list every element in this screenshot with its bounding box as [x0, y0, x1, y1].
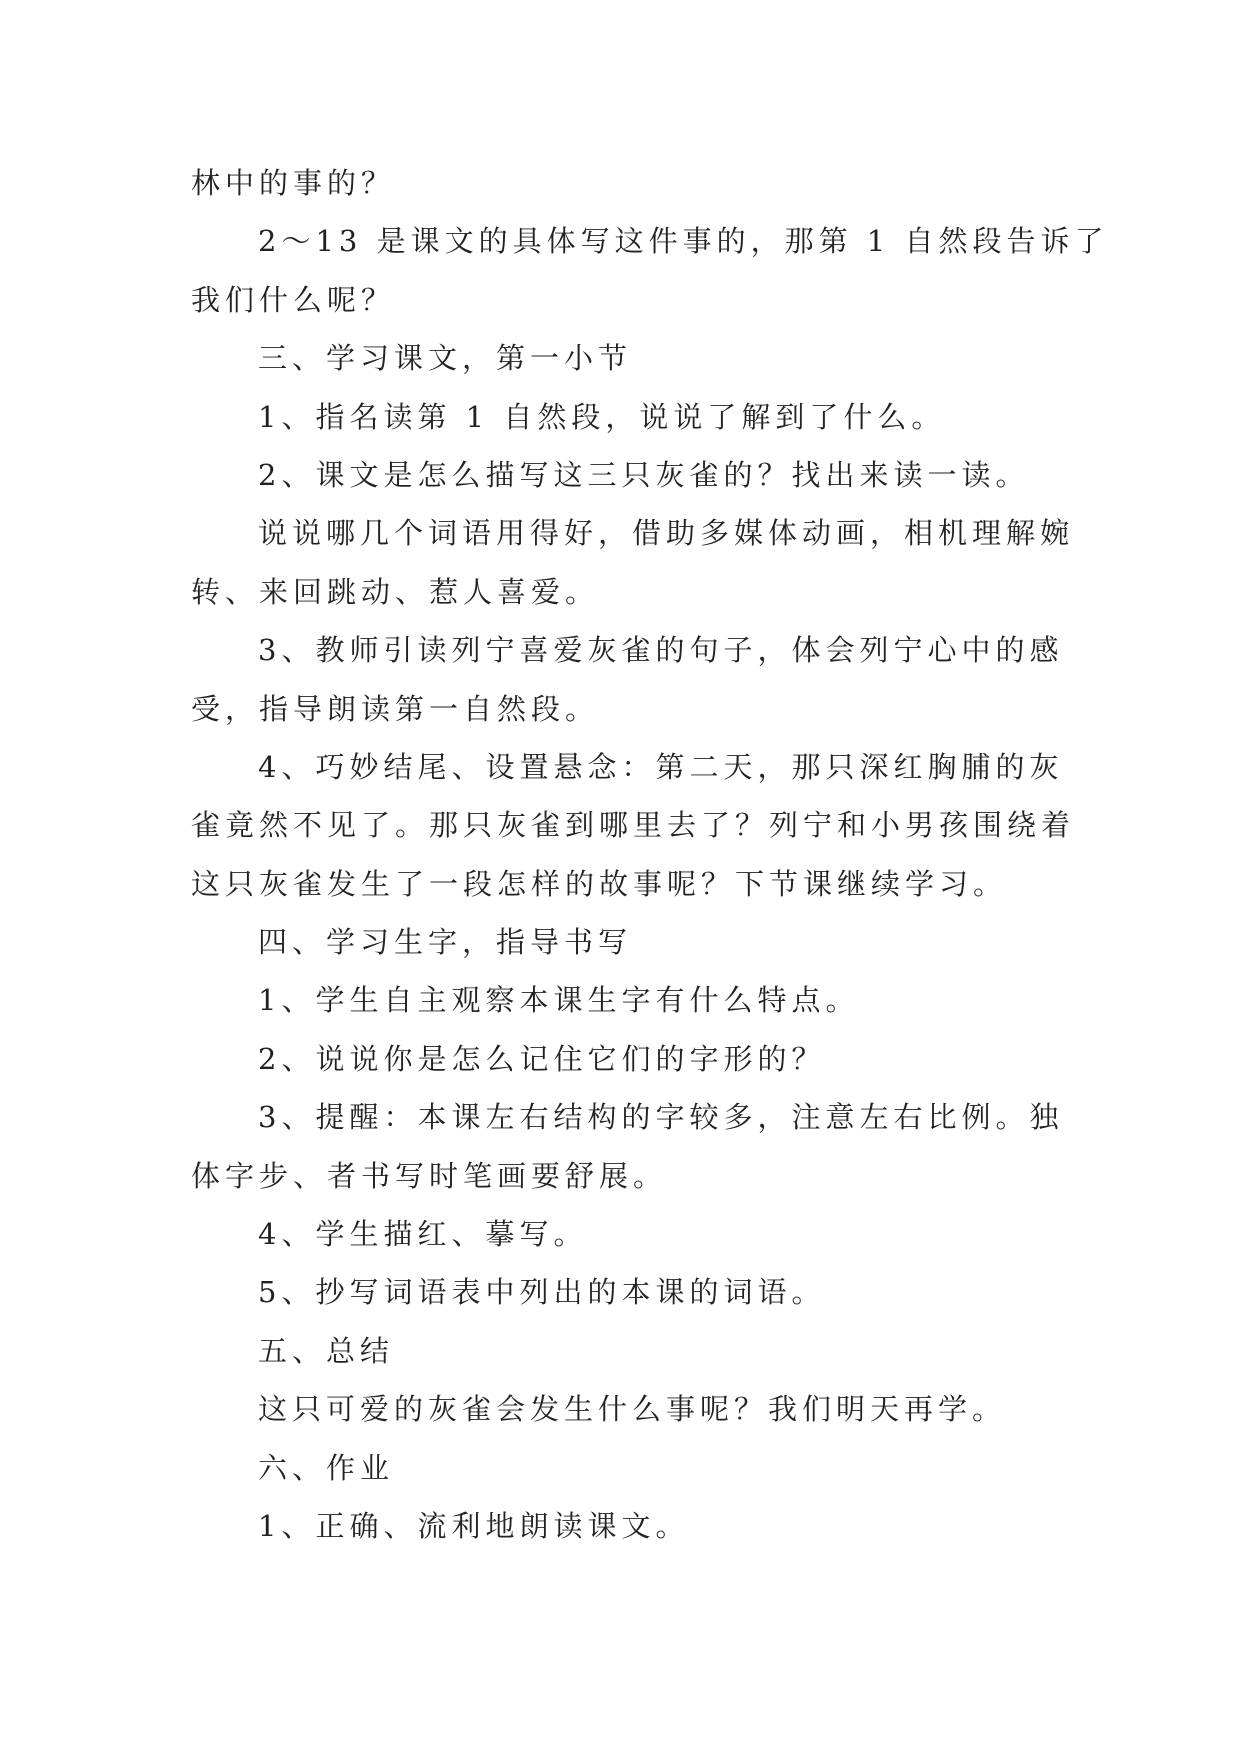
- text-line: 2、说说你是怎么记住它们的字形的？: [258, 1041, 826, 1076]
- section-heading: 四、学习生字，指导书写: [258, 925, 633, 960]
- text-line: 转、来回跳动、惹人喜爱。: [191, 574, 600, 609]
- text-line: 1、学生自主观察本课生字有什么特点。: [258, 983, 860, 1018]
- text-line: 说说哪几个词语用得好，借助多媒体动画，相机理解婉: [258, 516, 1075, 551]
- text-line: 这只可爱的灰雀会发生什么事呢？我们明天再学。: [258, 1392, 1007, 1427]
- text-line: 这只灰雀发生了一段怎样的故事呢？下节课继续学习。: [191, 866, 1008, 901]
- text-line: 4、学生描红、摹写。: [258, 1217, 588, 1252]
- text-line: 2～13 是课文的具体写这件事的，那第 1 自然段告诉了: [258, 224, 1109, 259]
- section-heading: 六、作业: [258, 1450, 395, 1485]
- text-line: 受，指导朗读第一自然段。: [191, 691, 600, 726]
- text-line: 2、课文是怎么描写这三只灰雀的？找出来读一读。: [258, 457, 1030, 492]
- text-line: 雀竟然不见了。那只灰雀到哪里去了？列宁和小男孩围绕着: [191, 808, 1076, 843]
- text-line: 我们什么呢？: [191, 282, 396, 317]
- text-line: 林中的事的？: [191, 166, 396, 200]
- text-line: 5、抄写词语表中列出的本课的词语。: [258, 1275, 826, 1310]
- section-heading: 三、学习课文，第一小节: [258, 341, 633, 376]
- text-line: 1、指名读第 1 自然段，说说了解到了什么。: [258, 399, 946, 434]
- document-body: [191, 154, 1109, 1555]
- text-line: 1、正确、流利地朗读课文。: [258, 1508, 690, 1543]
- section-heading: 五、总结: [258, 1333, 395, 1368]
- text-line: 4、巧妙结尾、设置悬念：第二天，那只深红胸脯的灰: [258, 749, 1064, 784]
- text-line: 3、提醒：本课左右结构的字较多，注意左右比例。独: [258, 1100, 1064, 1135]
- text-line: 体字步、者书写时笔画要舒展。: [191, 1158, 668, 1193]
- text-line: 3、教师引读列宁喜爱灰雀的句子，体会列宁心中的感: [258, 633, 1064, 668]
